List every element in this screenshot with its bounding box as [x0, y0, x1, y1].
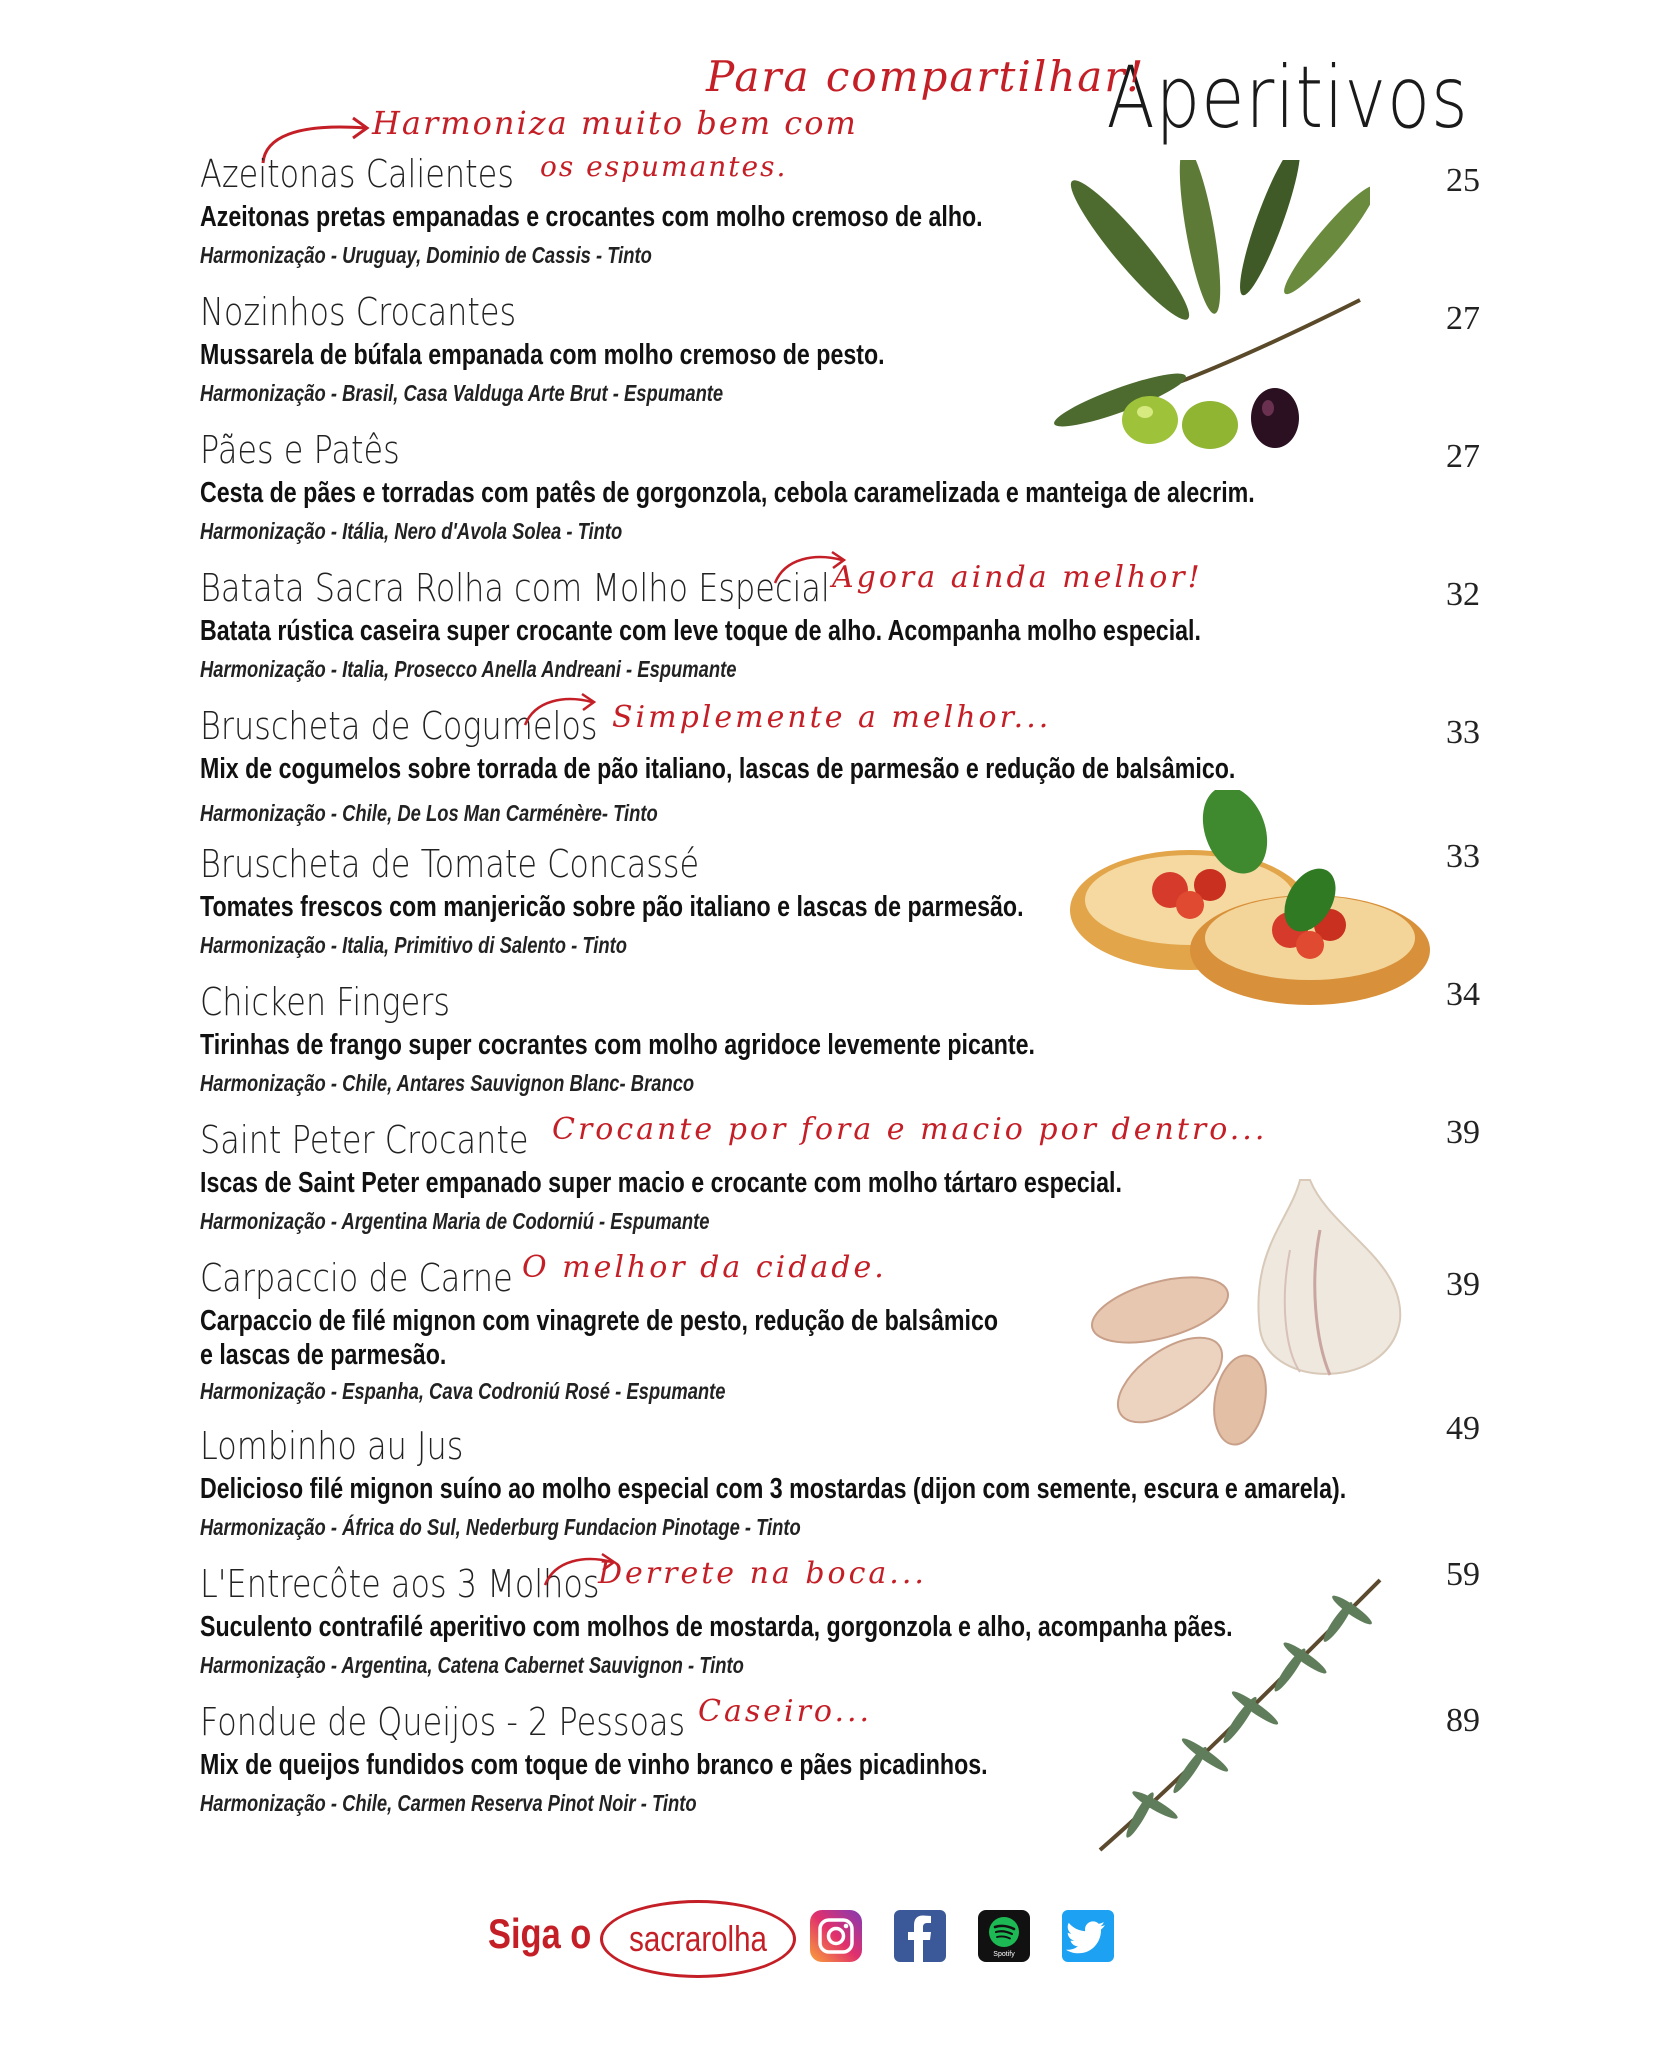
item-name: Batata Sacra Rolha com Molho Especial	[200, 566, 830, 610]
item-pairing: Harmonização - Chile, De Los Man Carménère- Tinto	[200, 800, 658, 826]
item-name: Fondue de Queijos - 2 Pessoas	[200, 1700, 686, 1744]
item-note: Crocante por fora e macio por dentro...	[552, 1112, 1268, 1147]
social-footer	[488, 1900, 1128, 1980]
item-name: Chicken Fingers	[200, 980, 450, 1024]
item-pairing: Harmonização - Chile, Carmen Reserva Pinot Noir - Tinto	[200, 1790, 697, 1816]
item-pairing: Harmonização - Espanha, Cava Codroniú Rosé - Espumante	[200, 1378, 726, 1404]
item-price: 33	[1446, 714, 1480, 751]
item-price: 59	[1446, 1556, 1480, 1593]
item-name: Bruscheta de Tomate Concassé	[200, 842, 700, 886]
pairing-note-line1: Harmoniza muito bem com	[372, 104, 858, 142]
item-price: 27	[1446, 438, 1480, 475]
pairing-note-line2: os espumantes.	[540, 150, 788, 183]
item-description: Mix de cogumelos sobre torrada de pão italiano, lascas de parmesão e redução de balsâmico.	[200, 753, 1236, 785]
item-name: Carpaccio de Carne	[200, 1256, 513, 1300]
item-price: 34	[1446, 976, 1480, 1013]
facebook-icon[interactable]	[892, 1908, 948, 1964]
item-description: Mussarela de búfala empanada com molho cremoso de pesto.	[200, 339, 885, 371]
menu-item	[200, 700, 1480, 844]
twitter-icon[interactable]	[1060, 1908, 1116, 1964]
item-note: Derrete na boca...	[598, 1556, 927, 1591]
item-note: Caseiro...	[698, 1694, 873, 1729]
item-pairing: Harmonização - Argentina Maria de Codorniú - Espumante	[200, 1208, 710, 1234]
item-description-line2: e lascas de parmesão.	[200, 1339, 447, 1371]
item-note: O melhor da cidade.	[522, 1250, 887, 1285]
menu-item	[200, 428, 1480, 558]
item-description: Delicioso filé mignon suíno ao molho especial com 3 mostardas (dijon com semente, escura e amarela).	[200, 1473, 1347, 1505]
menu-item	[200, 152, 1480, 282]
menu-item	[200, 1556, 1480, 1692]
menu-item	[200, 976, 1480, 1110]
item-description: Azeitonas pretas empanadas e crocantes com molho cremoso de alho.	[200, 201, 983, 233]
spotify-label: Spotify	[993, 1951, 1015, 1958]
item-price: 49	[1446, 1410, 1480, 1447]
item-pairing: Harmonização - Chile, Antares Sauvignon Blanc- Branco	[200, 1070, 695, 1096]
item-description: Mix de queijos fundidos com toque de vinho branco e pães picadinhos.	[200, 1749, 988, 1781]
item-name: Pães e Patês	[200, 428, 400, 472]
social-handle[interactable]	[600, 1900, 796, 1978]
follow-label: Siga o	[488, 1910, 592, 1957]
item-price: 32	[1446, 576, 1480, 613]
item-name: Azeitonas Calientes	[200, 152, 514, 196]
item-description: Iscas de Saint Peter empanado super macio e crocante com molho tártaro especial.	[200, 1167, 1122, 1199]
item-note: Simplemente a melhor...	[612, 700, 1052, 735]
item-price: 39	[1446, 1114, 1480, 1151]
item-pairing: Harmonização - Uruguay, Dominio de Cassis - Tinto	[200, 242, 652, 268]
item-price: 25	[1446, 162, 1480, 199]
note-arrow-icon	[770, 548, 850, 588]
item-description: Carpaccio de filé mignon com vinagrete de pesto, redução de balsâmico	[200, 1305, 999, 1337]
item-price: 39	[1446, 1266, 1480, 1303]
item-description: Cesta de pães e torradas com patês de gorgonzola, cebola caramelizada e manteiga de alecrim.	[200, 477, 1255, 509]
item-description: Batata rústica caseira super crocante com leve toque de alho. Acompanha molho especial.	[200, 615, 1201, 647]
item-note: Agora ainda melhor!	[832, 560, 1203, 595]
item-price: 33	[1446, 838, 1480, 875]
item-name: Saint Peter Crocante	[200, 1118, 529, 1162]
note-arrow-icon	[540, 1550, 620, 1590]
menu-item	[200, 290, 1480, 420]
page-title: Aperitivos	[1106, 48, 1469, 148]
item-name: Bruscheta de Cogumelos	[200, 704, 598, 748]
menu-item	[200, 1410, 1480, 1554]
menu-item	[200, 838, 1480, 972]
item-pairing: Harmonização - Argentina, Catena Cabernet Sauvignon - Tinto	[200, 1652, 744, 1678]
item-name: L'Entrecôte aos 3 Molhos	[200, 1562, 600, 1606]
menu-item	[200, 1250, 1480, 1416]
note-arrow-icon	[520, 690, 600, 730]
item-description: Tirinhas de frango super cocrantes com molho agridoce levemente picante.	[200, 1029, 1036, 1061]
item-pairing: Harmonização - África do Sul, Nederburg Fundacion Pinotage - Tinto	[200, 1514, 801, 1540]
item-pairing: Harmonização - Brasil, Casa Valduga Arte Brut - Espumante	[200, 380, 724, 406]
item-price: 27	[1446, 300, 1480, 337]
menu-item	[200, 1694, 1480, 1830]
social-handle-text: sacrarolha	[629, 1918, 767, 1959]
instagram-icon[interactable]	[808, 1908, 864, 1964]
item-name: Lombinho au Jus	[200, 1424, 464, 1468]
item-pairing: Harmonização - Italia, Primitivo di Salento - Tinto	[200, 932, 628, 958]
item-description: Suculento contrafilé aperitivo com molhos de mostarda, gorgonzola e alho, acompanha pães.	[200, 1611, 1233, 1643]
share-note: Para compartilhar!	[706, 52, 1146, 101]
item-price: 89	[1446, 1702, 1480, 1739]
spotify-icon[interactable]	[976, 1908, 1032, 1964]
item-pairing: Harmonização - Italia, Prosecco Anella Andreani - Espumante	[200, 656, 737, 682]
item-pairing: Harmonização - Itália, Nero d'Avola Solea - Tinto	[200, 518, 623, 544]
item-name: Nozinhos Crocantes	[200, 290, 517, 334]
item-description: Tomates frescos com manjericão sobre pão italiano e lascas de parmesão.	[200, 891, 1024, 923]
menu-item	[200, 1112, 1480, 1248]
